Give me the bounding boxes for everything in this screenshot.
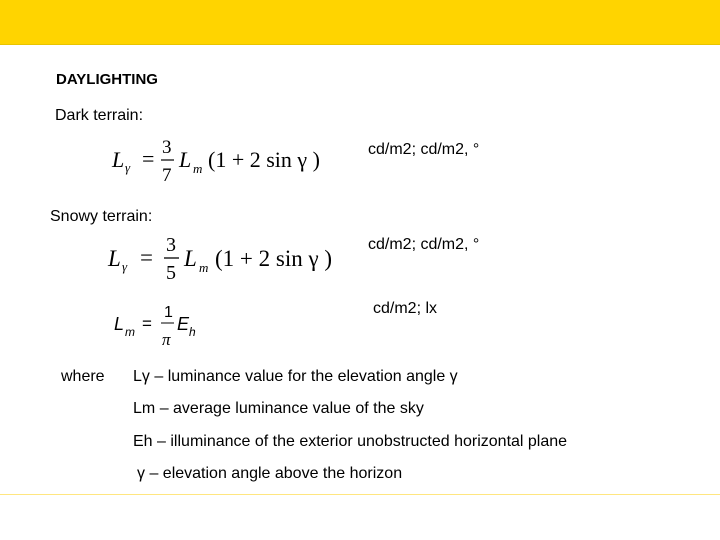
definition-illuminance	[133, 433, 567, 451]
definition-luminance	[133, 368, 458, 386]
eq2-lhs-sub: γ	[122, 259, 128, 274]
eq3-e-sub: h	[189, 325, 196, 339]
dark-terrain-equation	[112, 136, 322, 188]
eq1-lhs: L	[112, 147, 125, 172]
snowy-terrain-equation	[108, 233, 348, 285]
eq1-body: (1 + 2 sin γ )	[208, 147, 320, 172]
svg-text:=: =	[142, 314, 152, 333]
header-bar	[0, 0, 720, 45]
units-3: cd/m2; lx	[373, 300, 438, 317]
units-2: cd/m2; cd/m2, °	[368, 236, 480, 253]
eq3-numerator: 1	[164, 304, 173, 321]
where-label: where	[61, 368, 105, 385]
footer-rule	[0, 494, 720, 495]
definition-average-luminance	[133, 400, 424, 418]
page-title: DAYLIGHTING	[56, 71, 158, 88]
eq1-l: L	[179, 147, 192, 172]
definition-elevation-angle	[137, 465, 402, 483]
dark-terrain-label: Dark terrain:	[55, 107, 144, 124]
definition-text: – elevation angle above the horizon	[149, 465, 403, 482]
svg-text:=: =	[142, 146, 155, 171]
definition-text: – average luminance value of the sky	[159, 400, 424, 417]
eq2-numerator: 3	[166, 234, 176, 256]
eq3-lhs-sub: m	[125, 325, 135, 339]
definition-symbol: γ	[137, 465, 145, 482]
eq2-body: (1 + 2 sin γ )	[215, 246, 333, 271]
eq2-l-sub: m	[199, 260, 209, 275]
eq1-l-sub: m	[193, 161, 203, 176]
definition-symbol: Lm	[133, 400, 156, 417]
eq3-denominator: π	[162, 330, 171, 349]
eq1-denominator: 7	[162, 165, 172, 186]
eq1-lhs-sub: γ	[125, 160, 131, 175]
svg-text:=: =	[140, 245, 153, 270]
definition-text: – luminance value for the elevation angle γ	[154, 368, 458, 385]
eq1-numerator: 3	[162, 137, 172, 158]
definition-text: – illuminance of the exterior unobstructed horizontal plane	[157, 433, 568, 450]
eq2-denominator: 5	[166, 262, 176, 284]
eq3-lhs: L	[114, 314, 125, 334]
eq2-l: L	[184, 246, 197, 271]
snowy-terrain-label: Snowy terrain:	[50, 208, 153, 225]
definition-symbol: Lγ	[133, 368, 150, 385]
average-luminance-equation	[114, 300, 224, 350]
units-1: cd/m2; cd/m2, °	[368, 141, 480, 158]
definition-symbol: Eh	[133, 433, 153, 450]
eq2-lhs: L	[108, 246, 121, 271]
eq3-e: E	[177, 314, 190, 334]
